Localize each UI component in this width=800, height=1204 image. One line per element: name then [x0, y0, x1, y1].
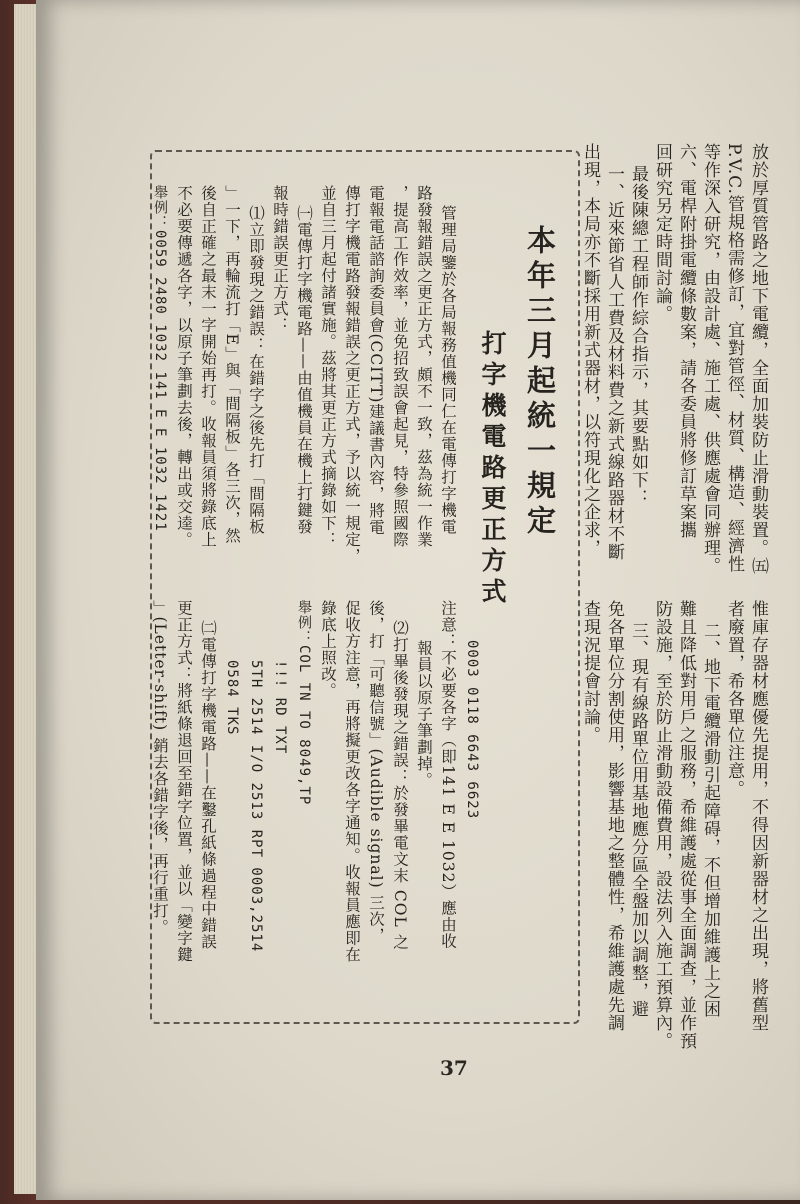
text-line: 回研究另定時間討論。: [652, 143, 672, 323]
text-line: 管理局鑒於各局報務值機同仁在電傳打字機電: [439, 205, 457, 535]
text-line: ⑴立即發現之錯誤：在錯字之後先打「間隔板: [247, 205, 265, 535]
text-line: ⑵打畢後發現之錯誤：於發畢電文末 COL 之: [391, 620, 409, 951]
text-line: 出現，本局亦不斷採用新式器材，以符現化之企求，: [580, 143, 600, 557]
text-line: 0584 TKS: [224, 660, 240, 736]
text-line: ㈡電傳打字機電路——在鑿孔紙條過程中錯誤: [199, 620, 217, 950]
text-line: 傳打字機電路發報錯誤之更正方式，予以統一規定，: [343, 185, 361, 565]
text-line: 等作深入研究，由設計處、施工處、供應處會同辦理。: [700, 143, 720, 575]
text-line: 舉例：0059 2480 1032 141 E E 1032 1421: [152, 185, 168, 532]
text-line: 不必要傳遞各字，以原子筆劃去後，轉出或交逵。: [175, 185, 193, 548]
text-line: 六、電桿附掛電纜條數案，請各委員將修訂草案攜: [676, 143, 696, 539]
text-line: 查現況提會討論。: [580, 600, 600, 744]
text-line: 者廢置，希各單位注意。: [724, 600, 744, 798]
text-line: 」(Letter-shift) 銷去各錯字後，再行重打。: [151, 600, 169, 936]
text-line: ，提高工作效率，並免招致誤會起見，特參照國際: [391, 185, 409, 548]
text-line: 電報電話諮詢委員會(CCITT)建議書內容，將電: [367, 185, 385, 536]
text-line: 舉例：COL TN TO 8049,TP: [296, 600, 312, 806]
page-number: 37: [440, 1056, 468, 1080]
text-line: 更正方式：將紙條退回至錯字位置，並以「變字鍵: [175, 600, 193, 963]
text-line: 一、近來節省人工費及材料費之新式線路器材不斷: [604, 165, 624, 561]
text-line: 後，打「可聽信號」(Audible signal) 三次，: [367, 600, 385, 945]
text-line: 免各單位分割使用，影響基地之整體性，希維護處先調: [604, 600, 624, 1032]
text-line: !!! RD TXT: [272, 660, 288, 755]
text-line: 三、現有線路單位用基地應分區全盤加以調整，避: [628, 622, 648, 1018]
text-line: 報員以原子筆劃掉。: [415, 640, 433, 789]
text-line: 」一下，再輪流打「E」與「間隔板」各三次，然: [223, 185, 241, 544]
text-line: 並自三月起付諸實施。茲將其更正方式摘錄如下：: [319, 185, 337, 548]
text-line: 放於厚質管路之地下電纜，全面加裝防止滑動裝置。㈤: [748, 143, 768, 575]
text-line: ㈠電傳打字機電路——由值機員在機上打鍵發: [295, 205, 313, 535]
text-line: 促收方注意，再將擬更改各字通知。收報員應即在: [343, 600, 361, 963]
text-line: 防設施，至於防止滑動設備費用，設法列入施工預算內。: [652, 600, 672, 1050]
text-line: 惟庫存器材應優先提用，不得因新器材之出現，將舊型: [748, 600, 768, 1032]
text-line: 最後陳總工程師作綜合指示，其要點如下：: [628, 165, 648, 507]
text-line: 難且降低對用戶之服務，希維護處從事全面調查，並作預: [676, 600, 696, 1050]
text-line: 0003 0118 6643 6623: [464, 640, 480, 820]
article-title: 本年三月起統一規定: [523, 225, 557, 540]
text-line: 注意：不必要各字（即141 E E 1032）應由收: [439, 600, 457, 950]
text-line: 報時錯誤更正方式：: [271, 185, 289, 334]
text-line: 錄底上照改。: [319, 600, 337, 699]
article-subtitle: 打字機電路更正方式: [478, 330, 507, 609]
text-line: P.V.C.管規格需修訂，宜對管徑、材質、構造、經濟性: [724, 143, 744, 573]
text-line: 5TH 2514 I/O 2513 RPT 0003,2514: [248, 660, 264, 953]
text-line: 二、地下電纜滑動引起障碍，不但增加維護上之困: [700, 622, 720, 1018]
text-line: 路發報錯誤之更正方式，頗不一致，茲為統一作業: [415, 185, 433, 548]
text-line: 後自正確之最末一字開始再打。收報員須將錄底上: [199, 185, 217, 548]
